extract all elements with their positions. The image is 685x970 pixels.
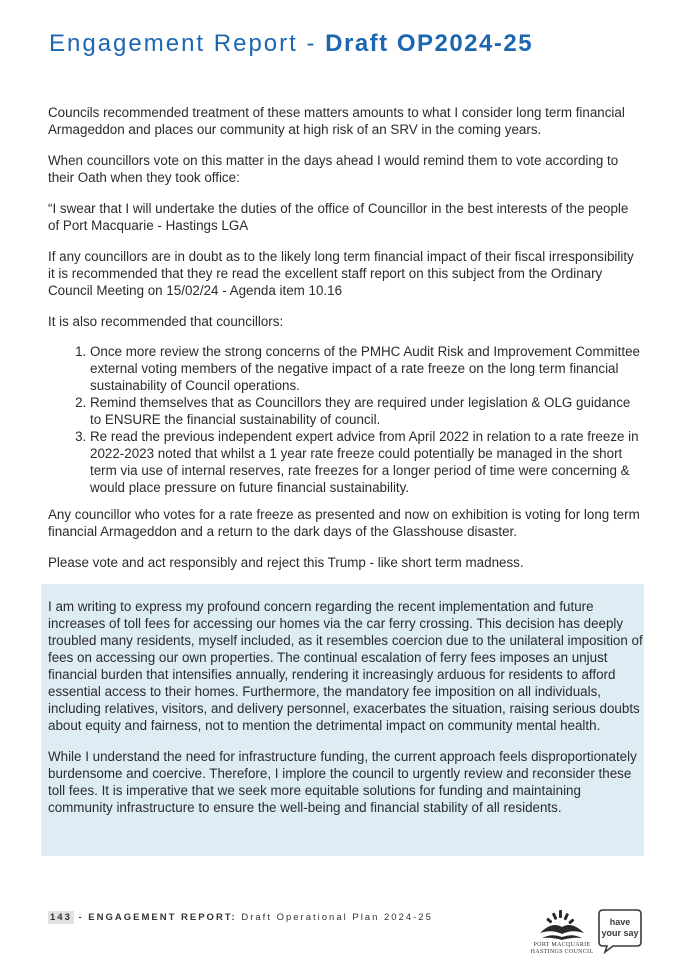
recommendation-list bbox=[48, 343, 640, 496]
have-your-say-line-2: your say bbox=[601, 928, 639, 938]
paragraph-7: Please vote and act responsibly and reject this Trump - like short term madness. bbox=[48, 555, 524, 570]
title-bold: Draft OP2024-25 bbox=[325, 30, 534, 57]
submission-2-paragraph-1: I am writing to express my profound concern regarding the recent implementation and future increases of toll fees for accessing our homes via the car ferry crossing. This decision has deeply troubled many residents, myself included, as it resembles coercion due to the unilateral imposition of fees on accessing our own properties. The continual escalation of ferry fees imposes an unjust financial burden that intensifies annually, rendering it increasingly arduous for residents to afford essential access to their homes. Furthermore, the mandatory fee imposition on all individuals, including relatives, visitors, and delivery personnel, exacerbates the situation, raising serious doubts about equity and fairness, not to mention the detrimental impact on community mental health. bbox=[48, 599, 643, 733]
footer-label: - ENGAGEMENT REPORT: bbox=[73, 912, 237, 923]
paragraph-6: Any councillor who votes for a rate freeze as presented and now on exhibition is voting for long term financial Armageddon and a return to the dark days of the Glasshouse disaster. bbox=[48, 507, 640, 539]
title-light: Engagement Report - bbox=[49, 30, 326, 57]
council-logo-line-2: HASTINGS COUNCIL bbox=[530, 949, 594, 955]
list-item: 2. Remind themselves that as Councillors they are required under legislation & OLG guidance to ENSURE the financial sustainability of council. bbox=[90, 394, 640, 428]
highlighted-submission-text bbox=[48, 598, 643, 830]
have-your-say-logo-icon bbox=[597, 908, 643, 954]
page-title bbox=[49, 30, 533, 58]
list-item: 1. Once more review the strong concerns of the PMHC Audit Risk and Improvement Committee external voting members of the negative impact of a rate freeze on the long term financial sustainability of Council operations. bbox=[90, 343, 640, 394]
page-number: 143 bbox=[50, 912, 72, 923]
paragraph-1: Councils recommended treatment of these matters amounts to what I consider long term financial Armageddon and places our community at high risk of an SRV in the coming years. bbox=[48, 105, 625, 137]
submission-2-paragraph-2: While I understand the need for infrastructure funding, the current approach feels disproportionately burdensome and coercive. Therefore, I implore the council to urgently review and reconsider these toll fees. It is imperative that we seek more equitable solutions for funding and maintaining community infrastructure to ensure the well-being and financial stability of all residents. bbox=[48, 749, 637, 815]
paragraph-oath: “I swear that I will undertake the duties of the office of Councillor in the best interests of the people of Port Macquarie - Hastings LGA bbox=[48, 201, 629, 233]
council-logo-line-1: PORT MACQUARIE bbox=[533, 942, 591, 948]
paragraph-5: It is also recommended that councillors: bbox=[48, 314, 284, 329]
submission-body bbox=[48, 104, 640, 585]
paragraph-2: When councillors vote on this matter in the days ahead I would remind them to vote according to their Oath when they took office: bbox=[48, 153, 619, 185]
have-your-say-line-1: have bbox=[609, 917, 631, 927]
paragraph-4: If any councillors are in doubt as to the likely long term financial impact of their fiscal irresponsibility it is recommended that they re read the excellent staff report on this subject from the Ordinary Council Meeting on 15/02/24 - Agenda item 10.16 bbox=[48, 249, 634, 298]
list-item: 3. Re read the previous independent expert advice from April 2022 in relation to a rate freeze in 2022-2023 noted that whilst a 1 year rate freeze could potentially be managed in the short term via use of internal reserves, rate freezes for a longer period of time were concerning & would place pressure on future financial sustainability. bbox=[90, 428, 640, 496]
footer-subtitle: Draft Operational Plan 2024-25 bbox=[236, 912, 433, 923]
page-footer bbox=[48, 912, 433, 923]
council-logo-text bbox=[528, 942, 596, 956]
